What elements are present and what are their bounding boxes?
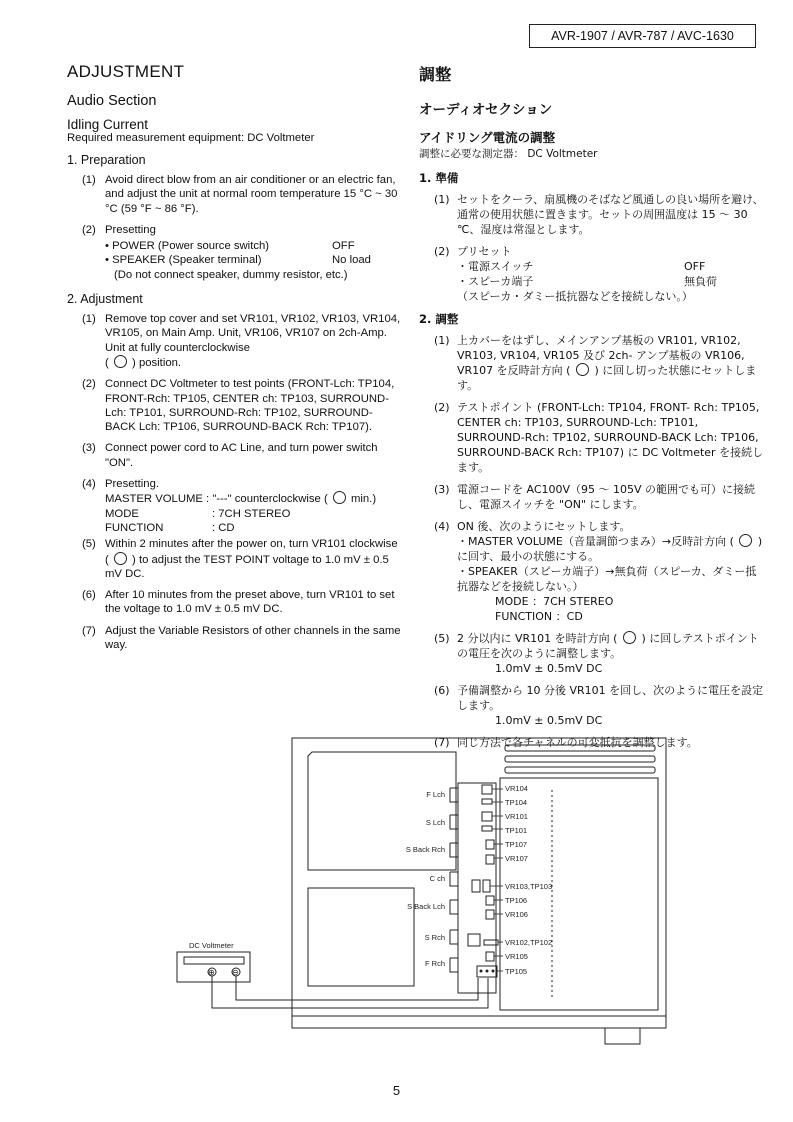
ch-label: F Lch <box>426 790 445 799</box>
function-label: FUNCTION <box>105 521 164 534</box>
step-text: テストポイント (FRONT-Lch: TP104, FRONT- Rch: TP105, CENTER ch: TP103, SURROUND-Lch: TP101, SURROUND-Rch: TP102, SURROUND-BACK Lch: TP106, SURROUND-BACK Rch: TP107) に DC Voltmeter を接続します。 <box>457 401 764 474</box>
subsection-title: Idling Current <box>67 117 149 132</box>
vr-label: TP107 <box>505 840 528 849</box>
step-number: (1) <box>82 174 96 186</box>
step-text: 同じ方法で各チャネルの可変抵抗を調整します。 <box>457 736 698 749</box>
step-number: (4) <box>434 520 450 533</box>
step-text-end: ) に回しテストポイントの電圧を次のように調整します。 <box>457 632 759 660</box>
step-title: ON 後、次のようにセットします。 <box>457 520 631 533</box>
step-number: (2) <box>434 401 450 414</box>
test-lead-plus <box>212 976 488 1008</box>
step-text: Connect power cord to AC Line, and turn power switch "ON". <box>105 442 378 469</box>
adjustment-heading: 2. Adjustment <box>67 292 143 307</box>
ch-label: F Rch <box>424 959 445 968</box>
step-number: (5) <box>82 538 96 551</box>
speaker-value: No load <box>332 254 371 267</box>
vr-label: VR101 <box>505 812 528 821</box>
power-label: ・電源スイッチ <box>457 260 534 273</box>
ch-label: S Lch <box>425 818 445 827</box>
ch-label: C ch <box>429 874 445 883</box>
chassis-foot <box>605 1028 640 1044</box>
voltage-value: 1.0mV ± 0.5mV DC <box>495 714 603 727</box>
ch-label: S Back Rch <box>405 845 445 854</box>
vr-label: TP104 <box>505 798 528 807</box>
required-equipment-ja: 調整に必要な測定器： DC Voltmeter <box>419 148 598 160</box>
master-volume-end: min.) <box>350 493 377 506</box>
step-number: (2) <box>82 223 96 236</box>
step-text: After 10 minutes from the preset above, turn VR101 to set the voltage to 1.0 mV ± 0.5 mV DC. <box>105 589 395 616</box>
step-number: (1) <box>434 193 450 206</box>
step-number: (6) <box>82 589 96 602</box>
master-volume-end: ) に回す、最小の状態にする。 <box>457 535 763 563</box>
voltmeter-plus-label: ⊕ <box>208 968 215 977</box>
vr-label: VR102,TP102 <box>505 938 553 947</box>
speaker-note: （スピーカ・ダミー抵抗器などを接続しない。） <box>457 290 693 303</box>
step-title: プリセット <box>457 245 512 258</box>
ch-label: S Rch <box>424 933 445 942</box>
function-setting: FUNCTION ：CD <box>495 610 583 623</box>
chassis-outline <box>292 738 666 1028</box>
step-text: Connect DC Voltmeter to test points (FRONT-Lch: TP104, FRONT-Rch: TP105, CENTER ch: TP103, SURROUND-Lch: TP101, SURROUND-Rch: TP102, SURROUND-BACK Lch: TP106, SURROUND-BACK Rch: TP107). <box>105 378 395 434</box>
power-value: OFF <box>684 260 706 273</box>
master-volume-text: ・MASTER VOLUME（音量調節つまみ）→反時計方向 ( <box>457 535 734 548</box>
step-number: (2) <box>434 245 450 258</box>
vr-label: VR104 <box>505 784 528 793</box>
step-text: Avoid direct blow from an air conditioner or an electric fan, and adjust the unit at normal room temperature 15 °C ~ 30 °C (59 °F ~ 86 °F). <box>105 174 398 215</box>
step-title: Presetting. <box>105 478 160 491</box>
step-text-end: ) to adjust the TEST POINT voltage to 1.0 mV ± 0.5 mV DC. <box>105 553 389 580</box>
step-text: 上カバーをはずし、メインアンプ基板の VR101, VR102, VR103, VR104, VR105 及び 2ch- アンプ基板の VR106, VR107 を反時計方向 ( <box>457 334 745 377</box>
test-lead-minus <box>236 976 478 1000</box>
step-number: (3) <box>434 483 450 496</box>
section-title-ja: オーディオセクション <box>419 102 553 118</box>
step-text: 予備調整から 10 分後 VR101 を回し、次のように電圧を設定します。 <box>457 684 764 712</box>
page-title-ja: 調整 <box>419 65 452 84</box>
ch-label: S Back Lch <box>407 902 445 911</box>
model-number-box: AVR-1907 / AVR-787 / AVC-1630 <box>529 24 756 48</box>
master-volume-text: MASTER VOLUME : "---" counterclockwise ( <box>105 493 328 506</box>
page-number: 5 <box>392 1083 401 1098</box>
step-number: (1) <box>82 313 96 326</box>
speaker-label: • SPEAKER (Speaker terminal) <box>105 254 262 267</box>
dc-voltmeter-display <box>184 957 244 964</box>
subsection-title-ja: アイドリング電流の調整 <box>419 130 556 145</box>
step-number: (7) <box>434 736 450 749</box>
mode-value: : 7CH STEREO <box>212 507 291 520</box>
step-number: (1) <box>434 334 450 347</box>
preparation-heading: 1. Preparation <box>67 153 146 167</box>
step-text: Within 2 minutes after the power on, turn VR101 clockwise ( <box>105 538 398 566</box>
step-text: 2 分以内に VR101 を時計方向 ( <box>457 632 618 645</box>
preparation-heading-ja: 1. 準備 <box>419 171 459 185</box>
required-equipment: Required measurement equipment: DC Voltmeter <box>67 132 315 144</box>
vr-label: VR106 <box>505 910 528 919</box>
transformer-block <box>308 888 414 986</box>
step-text: Adjust the Variable Resistors of other channels in the same way. <box>105 624 401 652</box>
mode-setting: MODE ：7CH STEREO <box>495 595 614 608</box>
power-value: OFF <box>332 240 355 253</box>
page-title: ADJUSTMENT <box>67 62 185 81</box>
step-text: 電源コードを AC100V（95 ～ 105V の範囲でも可）に接続し、電源スイッチを "ON" にします。 <box>457 483 756 511</box>
speaker-setting: ・SPEAKER（スピーカ端子）→無負荷（スピーカ、ダミー抵抗器などを接続しない。） <box>457 565 757 593</box>
adjustment-heading-ja: 2. 調整 <box>419 312 459 326</box>
voltmeter-minus-label: ⊖ <box>232 968 239 977</box>
vr-label: TP106 <box>505 896 528 905</box>
adj-step-1: (1) Remove top cover and set VR101, VR102, VR103, VR104, VR105, on Main Amp. Unit, VR106, VR107 on 2ch-Amp. Unit at fully counterclockwise ( ) position. <box>82 313 401 369</box>
voltmeter-label: DC Voltmeter <box>189 941 234 950</box>
step-number: (4) <box>82 478 96 491</box>
step-number: (2) <box>82 378 96 391</box>
step-text: セットをクーラ、扇風機のそばなど風通しの良い場所を避け、通常の使用状態に置きます。セットの周囲温度は 15 ～ 30 ℃、湿度は常湿とします。 <box>457 193 764 236</box>
vr-label: TP105 <box>505 967 528 976</box>
step-number: (6) <box>434 684 450 697</box>
vr-label: VR103,TP103 <box>505 882 553 891</box>
vr-label: VR105 <box>505 952 528 961</box>
step-number: (3) <box>82 442 96 455</box>
vr-label: TP101 <box>505 826 528 835</box>
step-text: Remove top cover and set VR101, VR102, VR103, VR104, VR105, on Main Amp. Unit, VR106, VR107 on 2ch-Amp. Unit at fully counterclockwise <box>105 313 401 354</box>
power-label: • POWER (Power source switch) <box>105 240 270 253</box>
step-text-end: ) に回し切った状態にセットします。 <box>457 364 757 392</box>
speaker-value: 無負荷 <box>684 275 717 288</box>
voltage-value: 1.0mV ± 0.5mV DC <box>495 662 603 675</box>
step-title: Presetting <box>105 223 156 236</box>
vr-label: VR107 <box>505 854 528 863</box>
step-text-end: position. <box>138 356 182 369</box>
mode-label: MODE <box>105 507 139 520</box>
section-title: Audio Section <box>67 93 157 109</box>
step-number: (5) <box>434 632 450 645</box>
speaker-label: ・スピーカ端子 <box>457 275 534 288</box>
speaker-note: (Do not connect speaker, dummy resistor, etc.) <box>114 268 348 281</box>
step-number: (7) <box>82 624 96 637</box>
function-value: : CD <box>212 521 235 534</box>
